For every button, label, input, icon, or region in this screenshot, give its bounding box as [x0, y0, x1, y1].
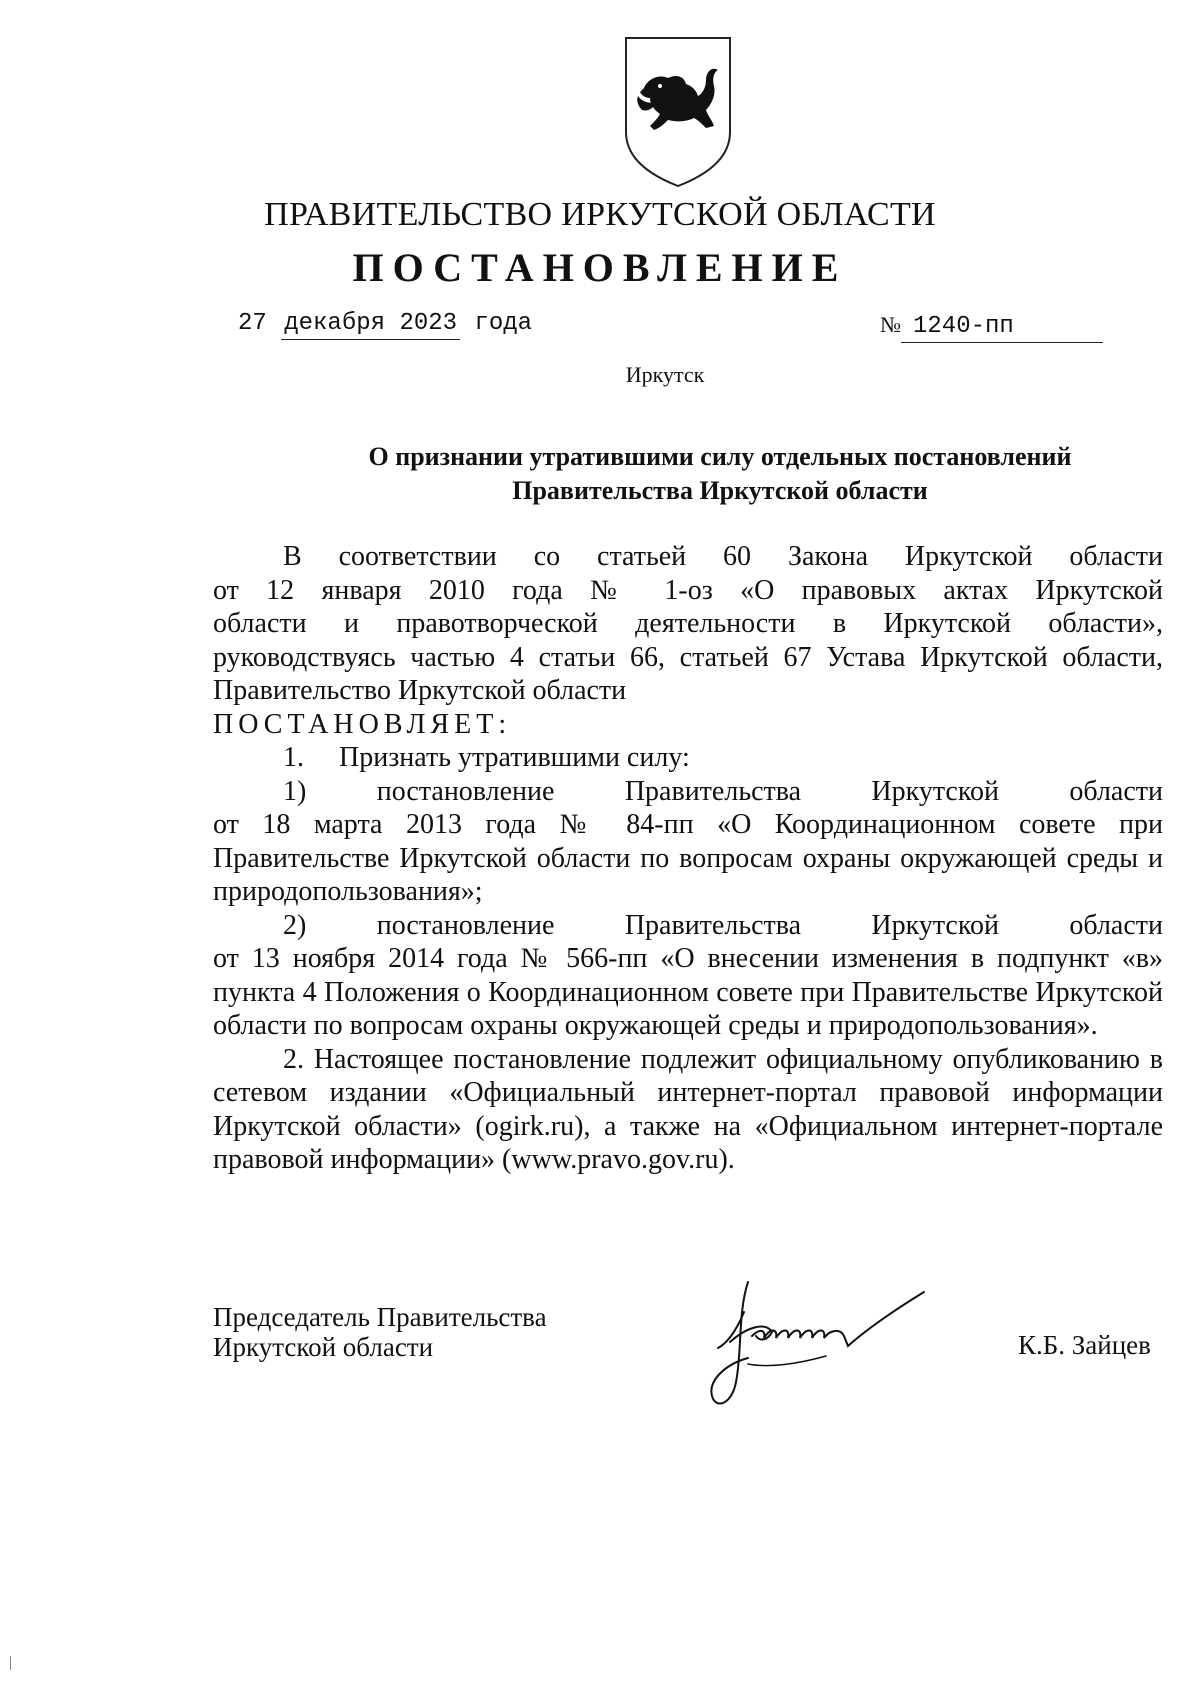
item-2: 2. Настоящее постановление подлежит официальному опубликованию в сетевом издании «Официальный интернет-портал правовой информации Иркутской области» (ogirk.ru), а также на «Официальном интернет-портале правовой информации» (www.pravo.gov.ru). — [213, 1043, 1163, 1175]
preamble-line-5: Правительство Иркутской области — [213, 675, 627, 706]
decides-word: ПОСТАНОВЛЯЕТ: — [213, 708, 512, 740]
title-line-2: Правительства Иркутской области — [512, 476, 928, 505]
date-day: 27 — [238, 310, 267, 337]
date-year-word: года — [474, 310, 533, 337]
city-name: Иркутск — [625, 362, 705, 387]
subitem-2-text: от 13 ноября 2014 года № 566-пп «О внесении изменения в подпункт «в» пункта 4 Положения о Координационном совете при Правительстве Иркутской области по вопросам охраны окружающей среды и природопользования». — [213, 943, 1163, 1041]
government-name: ПРАВИТЕЛЬСТВО ИРКУТСКОЙ ОБЛАСТИ — [264, 196, 936, 233]
item-1: 1. Признать утратившими силу: — [283, 742, 690, 773]
document-type-heading: ПОСТАНОВЛЕНИЕ — [352, 245, 848, 290]
handwritten-signature-icon — [708, 1272, 968, 1422]
document-number — [880, 312, 1103, 343]
coat-of-arms-emblem-icon — [620, 36, 736, 188]
preamble-line-4: руководствуясь частью 4 статьи 66, статьей 67 Устава Иркутской области, — [213, 641, 1163, 673]
preamble-line-1: В соответствии со статьей 60 Закона Иркутской области — [283, 541, 1163, 572]
signatory-name: К.Б. Зайцев — [1018, 1330, 1151, 1360]
preamble-line-2: от 12 января 2010 года № 1-оз «О правовых актах Иркутской — [213, 574, 1163, 606]
position-line-2: Иркутской области — [213, 1332, 434, 1362]
subitem-2-first-line: 2) постановление Правительства Иркутской области — [283, 909, 1163, 941]
title-line-1: О признании утратившими силу отдельных постановлений — [368, 442, 1072, 471]
number-value: 1240-пп — [901, 313, 1103, 343]
number-sign: № — [880, 312, 901, 337]
document-date — [238, 310, 532, 340]
date-month-year: декабря 2023 — [281, 310, 460, 340]
subitem-1-first-line: 1) постановление Правительства Иркутской области — [283, 775, 1163, 807]
signatory-position — [213, 1302, 547, 1362]
subitem-1-text: от 18 марта 2013 года № 84-пп «О Координационном совете при Правительстве Иркутской области по вопросам охраны окружающей среды и природопользования»; — [213, 809, 1163, 907]
document-body — [213, 540, 1163, 1177]
document-title — [240, 440, 1200, 508]
preamble-line-3: области и правотворческой деятельности в Иркутской области», — [213, 608, 1163, 639]
scan-edge-mark — [10, 1656, 11, 1670]
position-line-1: Председатель Правительства — [213, 1302, 547, 1332]
